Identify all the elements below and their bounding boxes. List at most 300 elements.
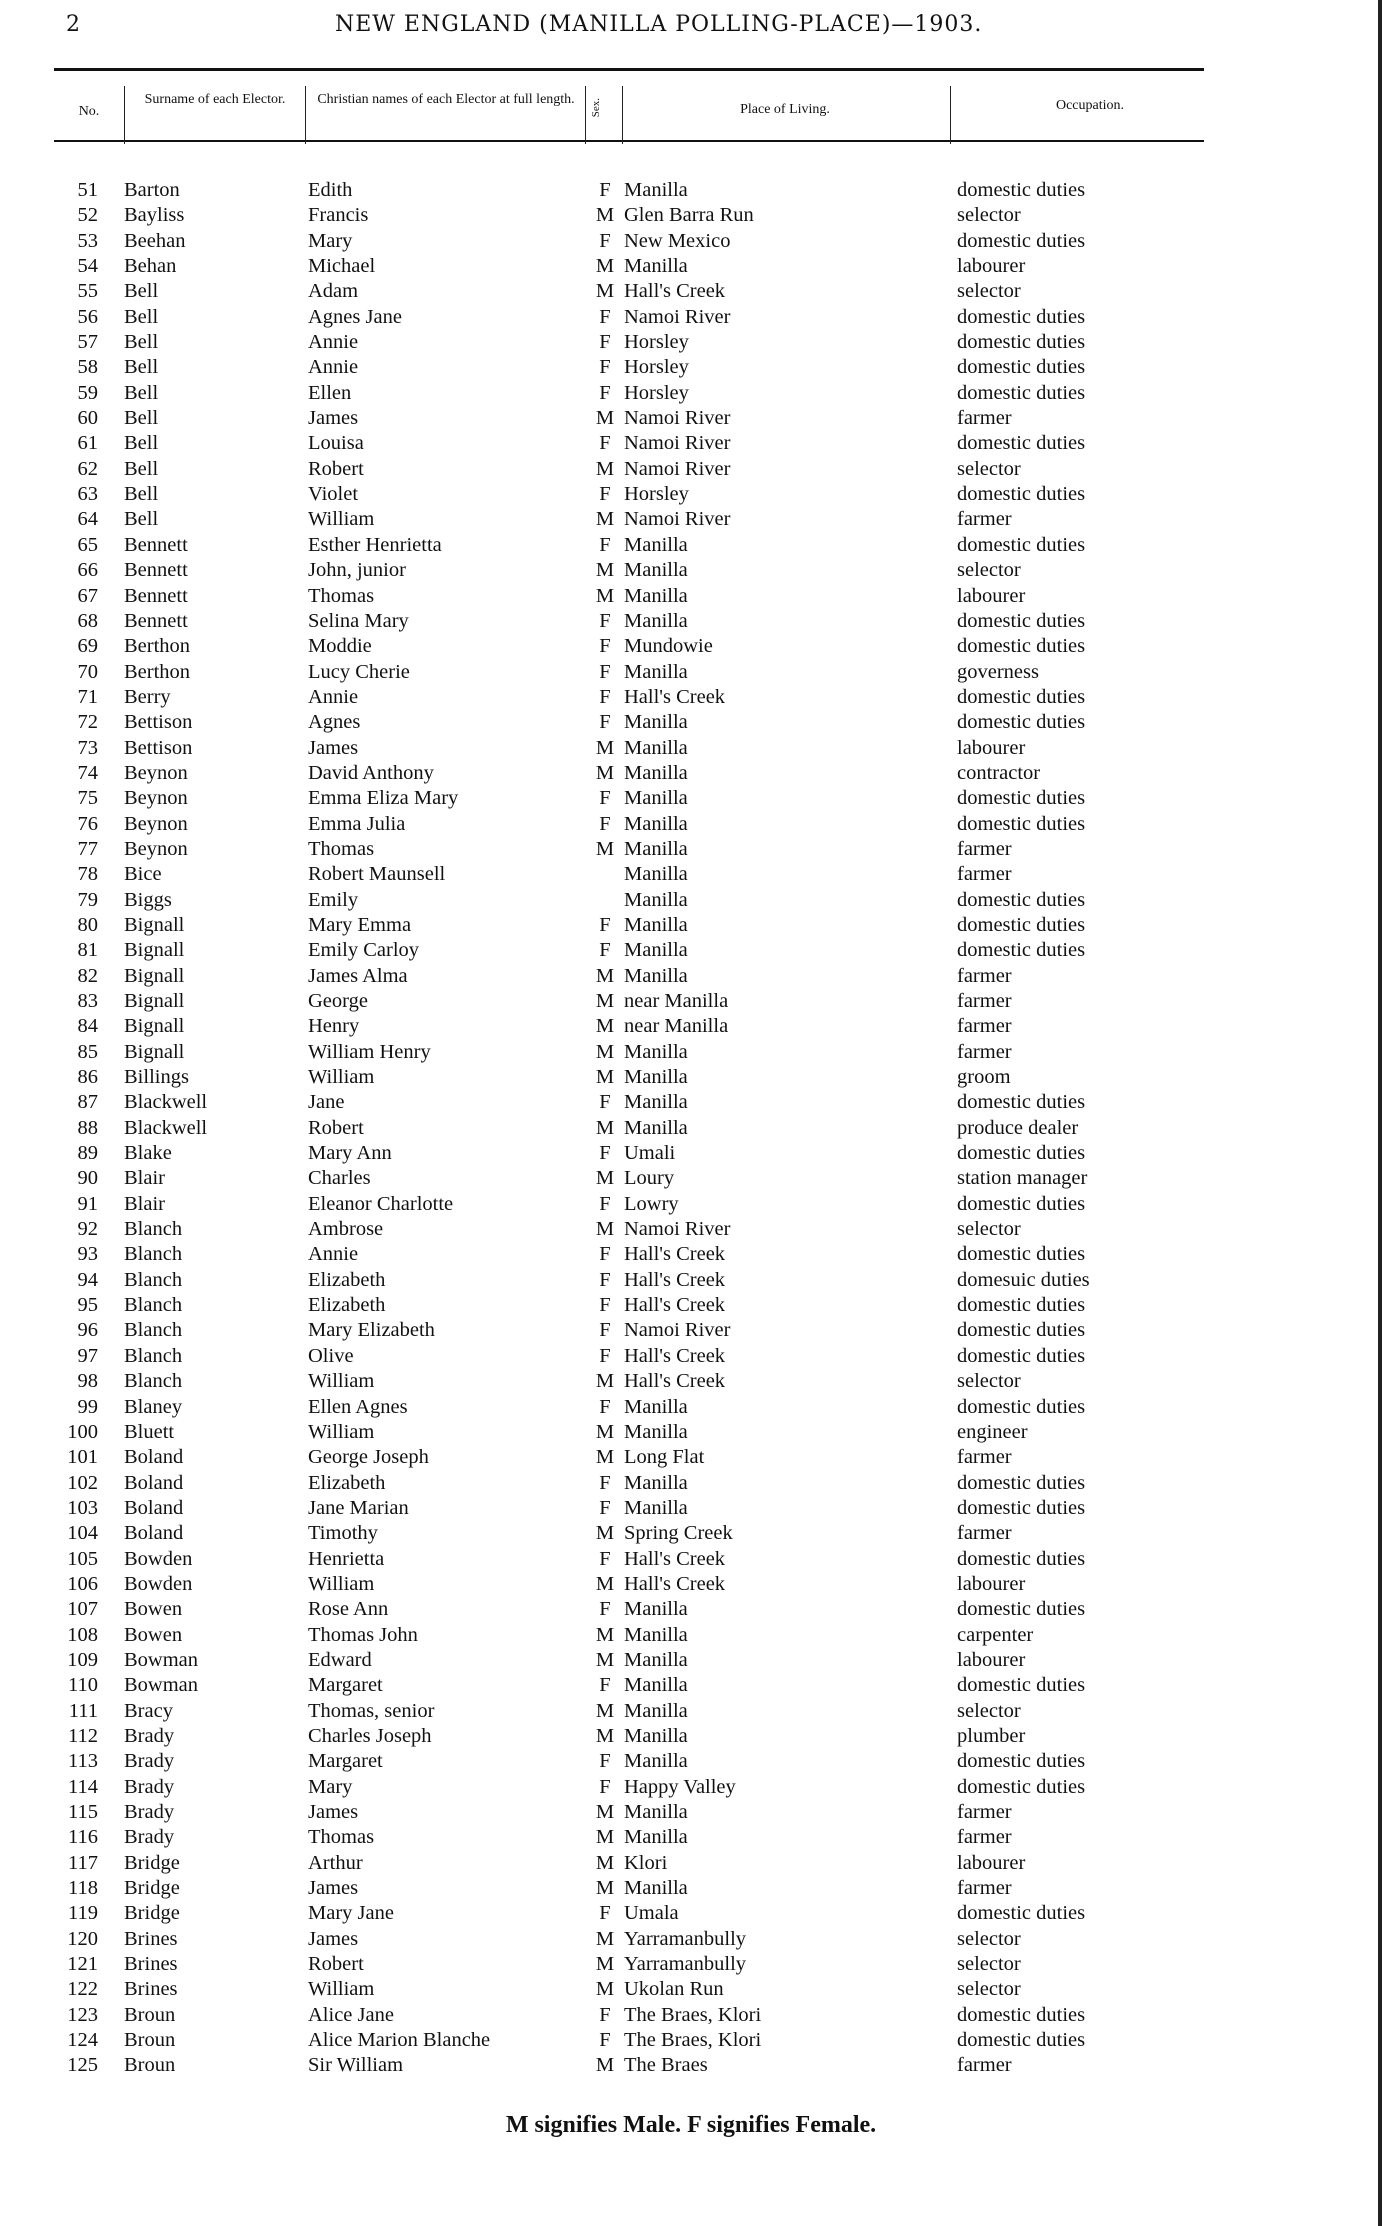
elector-occupation: domestic duties — [957, 1674, 1086, 1697]
elector-place: Manilla — [624, 1801, 688, 1823]
elector-surname: Beynon — [124, 812, 188, 835]
elector-surname: Blackwell — [124, 1116, 208, 1139]
table-row — [0, 1344, 1382, 1369]
elector-occupation: selector — [957, 559, 1021, 582]
table-row — [0, 1268, 1382, 1293]
elector-place: Umali — [624, 1142, 676, 1165]
elector-christian-names: James — [308, 1801, 359, 1823]
elector-occupation: domestic duties — [957, 1496, 1086, 1519]
elector-sex: M — [595, 1167, 615, 1190]
elector-place: Manilla — [624, 660, 688, 683]
table-row — [0, 837, 1382, 862]
column-divider — [950, 86, 951, 144]
elector-occupation: domestic duties — [957, 483, 1086, 506]
elector-surname: Blackwell — [124, 1091, 208, 1114]
elector-sex: F — [599, 1268, 611, 1291]
elector-place: Manilla — [624, 584, 688, 607]
elector-christian-names: Edith — [308, 179, 353, 201]
table-row — [0, 1369, 1382, 1394]
elector-sex: F — [599, 711, 611, 734]
elector-occupation: selector — [957, 1218, 1021, 1241]
elector-surname: Brady — [124, 1724, 175, 1747]
elector-occupation: domestic duties — [957, 381, 1086, 404]
elector-place: The Braes, Klori — [624, 2029, 762, 2052]
elector-number: 113 — [68, 1750, 98, 1773]
elector-number: 123 — [67, 2003, 98, 2026]
elector-occupation: domestic duties — [957, 1902, 1086, 1925]
elector-occupation: farmer — [957, 1826, 1012, 1849]
elector-place: Horsley — [624, 483, 689, 506]
table-row — [0, 558, 1382, 583]
elector-surname: Boland — [124, 1446, 184, 1469]
elector-place: Manilla — [624, 1648, 688, 1671]
elector-christian-names: Olive — [308, 1344, 354, 1367]
elector-occupation: groom — [957, 1066, 1011, 1089]
elector-surname: Brines — [124, 1978, 178, 2001]
elector-surname: Bowden — [124, 1547, 193, 1570]
elector-christian-names: Thomas, senior — [308, 1699, 435, 1722]
elector-place: Manilla — [624, 255, 688, 278]
elector-place: The Braes, Klori — [624, 2003, 762, 2026]
elector-occupation: labourer — [957, 736, 1026, 759]
table-row — [0, 2003, 1382, 2028]
elector-occupation: domestic duties — [957, 1344, 1086, 1367]
elector-christian-names: James — [308, 1877, 359, 1900]
elector-surname: Blanch — [124, 1344, 183, 1367]
elector-sex: M — [595, 559, 615, 582]
column-header-surname: Surname of each Elector. — [144, 92, 286, 107]
elector-christian-names: Agnes — [308, 711, 361, 734]
elector-surname: Bowen — [124, 1623, 183, 1646]
elector-occupation: farmer — [957, 990, 1012, 1012]
elector-occupation: carpenter — [957, 1623, 1034, 1646]
table-row — [0, 1242, 1382, 1267]
elector-occupation: produce dealer — [957, 1116, 1079, 1139]
elector-number: 53 — [77, 229, 98, 252]
elector-christian-names: Ellen Agnes — [308, 1395, 408, 1418]
elector-number: 70 — [77, 660, 98, 683]
elector-number: 119 — [68, 1902, 98, 1925]
elector-number: 75 — [77, 787, 98, 810]
elector-christian-names: Arthur — [308, 1851, 363, 1874]
table-row — [0, 1217, 1382, 1242]
elector-christian-names: Robert — [308, 457, 364, 480]
elector-place: Lowry — [624, 1192, 679, 1215]
elector-christian-names: Elizabeth — [308, 1268, 386, 1291]
elector-occupation: labourer — [957, 584, 1026, 607]
elector-place: Manilla — [624, 1699, 688, 1722]
table-row — [0, 1572, 1382, 1597]
table-row — [0, 1699, 1382, 1724]
elector-number: 72 — [77, 711, 98, 734]
elector-occupation: farmer — [957, 508, 1012, 531]
elector-number: 91 — [77, 1192, 98, 1215]
elector-number: 95 — [77, 1294, 98, 1317]
table-row — [0, 1547, 1382, 1572]
elector-place: Yarramanbully — [624, 1927, 747, 1950]
table-row — [0, 913, 1382, 938]
elector-number: 98 — [77, 1370, 98, 1393]
elector-place: Manilla — [624, 1623, 688, 1646]
table-row — [0, 1040, 1382, 1065]
elector-occupation: farmer — [957, 1446, 1012, 1469]
elector-occupation: domestic duties — [957, 179, 1086, 201]
elector-surname: Bignall — [124, 1015, 185, 1038]
elector-occupation: governess — [957, 660, 1039, 683]
elector-place: Manilla — [624, 1395, 688, 1418]
elector-sex: F — [599, 305, 611, 328]
elector-christian-names: James Alma — [308, 964, 408, 987]
elector-sex: F — [599, 381, 611, 404]
elector-place: Manilla — [624, 863, 688, 886]
table-row — [0, 381, 1382, 406]
elector-number: 87 — [77, 1091, 98, 1114]
table-row — [0, 1192, 1382, 1217]
elector-number: 71 — [77, 685, 98, 708]
elector-christian-names: James — [308, 407, 359, 430]
elector-christian-names: Timothy — [308, 1522, 378, 1545]
elector-occupation: domestic duties — [957, 635, 1086, 658]
elector-surname: Brady — [124, 1775, 175, 1798]
elector-sex: F — [599, 1142, 611, 1165]
elector-number: 54 — [77, 255, 98, 278]
table-row — [0, 1318, 1382, 1343]
table-row — [0, 203, 1382, 228]
table-row — [0, 457, 1382, 482]
elector-place: Manilla — [624, 761, 688, 784]
table-row — [0, 507, 1382, 532]
column-divider — [585, 86, 586, 144]
elector-christian-names: William Henry — [308, 1040, 431, 1063]
column-divider — [124, 86, 125, 144]
elector-place: Namoi River — [624, 1218, 731, 1241]
table-row — [0, 1825, 1382, 1850]
table-row — [0, 1952, 1382, 1977]
elector-surname: Broun — [124, 2054, 176, 2077]
elector-surname: Blaney — [124, 1395, 183, 1418]
elector-place: Hall's Creek — [624, 1370, 726, 1393]
elector-occupation: engineer — [957, 1420, 1028, 1443]
elector-christian-names: Margaret — [308, 1750, 383, 1773]
elector-occupation: farmer — [957, 2054, 1012, 2077]
elector-occupation: domestic duties — [957, 939, 1086, 962]
elector-surname: Barton — [124, 179, 180, 201]
elector-surname: Beynon — [124, 787, 188, 810]
elector-christian-names: Alice Jane — [308, 2003, 394, 2026]
elector-occupation: domestic duties — [957, 1395, 1086, 1418]
elector-place: Manilla — [624, 913, 688, 936]
elector-sex: M — [595, 1066, 615, 1089]
elector-number: 86 — [77, 1066, 98, 1089]
table-row — [0, 660, 1382, 685]
elector-number: 73 — [77, 736, 98, 759]
elector-number: 104 — [67, 1522, 98, 1545]
elector-sex: M — [595, 837, 615, 860]
page-number: 2 — [66, 12, 80, 37]
elector-surname: Brady — [124, 1750, 175, 1773]
elector-place: Manilla — [624, 888, 688, 911]
elector-sex: F — [599, 533, 611, 556]
elector-sex: F — [599, 812, 611, 835]
elector-sex: F — [599, 483, 611, 506]
elector-surname: Blair — [124, 1167, 165, 1190]
elector-sex: M — [595, 736, 615, 759]
elector-occupation: domestic duties — [957, 1319, 1086, 1342]
elector-christian-names: George — [308, 990, 368, 1012]
elector-sex: F — [599, 1471, 611, 1494]
elector-number: 94 — [77, 1268, 98, 1291]
elector-place: Manilla — [624, 609, 688, 632]
elector-christian-names: Robert — [308, 1953, 364, 1976]
elector-surname: Bayliss — [124, 204, 185, 227]
elector-number: 117 — [68, 1851, 98, 1874]
table-row — [0, 1977, 1382, 2002]
elector-surname: Bowen — [124, 1598, 183, 1621]
elector-number: 102 — [67, 1471, 98, 1494]
table-row — [0, 355, 1382, 380]
elector-number: 79 — [77, 888, 98, 911]
elector-occupation: labourer — [957, 255, 1026, 278]
elector-occupation: domestic duties — [957, 913, 1086, 936]
elector-occupation: domestic duties — [957, 1192, 1086, 1215]
elector-place: Hall's Creek — [624, 280, 726, 303]
elector-occupation: labourer — [957, 1572, 1026, 1595]
elector-sex: M — [595, 1953, 615, 1976]
elector-surname: Bice — [124, 863, 162, 886]
elector-number: 69 — [77, 635, 98, 658]
table-row — [0, 1623, 1382, 1648]
elector-place: Manilla — [624, 964, 688, 987]
elector-occupation: selector — [957, 204, 1021, 227]
elector-sex: M — [595, 457, 615, 480]
elector-place: Manilla — [624, 812, 688, 835]
elector-number: 108 — [67, 1623, 98, 1646]
elector-number: 90 — [77, 1167, 98, 1190]
elector-number: 82 — [77, 964, 98, 987]
elector-surname: Beynon — [124, 837, 188, 860]
page-title: NEW ENGLAND (MANILLA POLLING-PLACE)—1903. — [335, 12, 983, 37]
elector-occupation: labourer — [957, 1851, 1026, 1874]
elector-christian-names: Jane Marian — [308, 1496, 409, 1519]
elector-surname: Bettison — [124, 736, 193, 759]
elector-number: 88 — [77, 1116, 98, 1139]
elector-christian-names: Charles Joseph — [308, 1724, 432, 1747]
table-row — [0, 761, 1382, 786]
table-row — [0, 888, 1382, 913]
column-header-sex: Sex. — [590, 98, 602, 118]
elector-christian-names: George Joseph — [308, 1446, 429, 1469]
elector-place: Long Flat — [624, 1446, 705, 1469]
elector-surname: Bell — [124, 483, 159, 506]
elector-surname: Boland — [124, 1522, 184, 1545]
elector-sex: M — [595, 1978, 615, 2001]
elector-number: 66 — [77, 559, 98, 582]
elector-sex: M — [595, 1877, 615, 1900]
elector-number: 124 — [67, 2029, 98, 2052]
table-row — [0, 1876, 1382, 1901]
elector-place: Manilla — [624, 787, 688, 810]
elector-surname: Bell — [124, 356, 159, 379]
table-row — [0, 305, 1382, 330]
elector-number: 125 — [67, 2054, 98, 2077]
table-row — [0, 229, 1382, 254]
elector-sex: F — [599, 2029, 611, 2052]
column-divider — [622, 86, 623, 144]
elector-surname: Bignall — [124, 1040, 185, 1063]
elector-number: 99 — [77, 1395, 98, 1418]
elector-christian-names: Mary Elizabeth — [308, 1319, 435, 1342]
elector-place: Manilla — [624, 837, 688, 860]
elector-christian-names: Moddie — [308, 635, 372, 658]
elector-place: Manilla — [624, 1496, 688, 1519]
table-row — [0, 1293, 1382, 1318]
table-row — [0, 812, 1382, 837]
elector-place: Manilla — [624, 1877, 688, 1900]
elector-occupation: selector — [957, 1699, 1021, 1722]
elector-christian-names: Eleanor Charlotte — [308, 1192, 454, 1215]
elector-number: 60 — [77, 407, 98, 430]
elector-christian-names: James — [308, 1927, 359, 1950]
elector-occupation: domestic duties — [957, 685, 1086, 708]
elector-place: Manilla — [624, 1116, 688, 1139]
table-row — [0, 330, 1382, 355]
elector-number: 111 — [68, 1699, 98, 1722]
elector-sex: F — [599, 1775, 611, 1798]
elector-place: Manilla — [624, 1066, 688, 1089]
elector-number: 59 — [77, 381, 98, 404]
elector-place: Manilla — [624, 1826, 688, 1849]
elector-number: 52 — [77, 204, 98, 227]
elector-surname: Blair — [124, 1192, 165, 1215]
table-row — [0, 1496, 1382, 1521]
elector-number: 76 — [77, 812, 98, 835]
elector-sex: M — [595, 1851, 615, 1874]
elector-surname: Behan — [124, 255, 177, 278]
elector-number: 118 — [68, 1877, 98, 1900]
elector-sex: M — [595, 990, 615, 1012]
table-row — [0, 1648, 1382, 1673]
elector-number: 115 — [68, 1801, 98, 1823]
elector-christian-names: Mary Emma — [308, 913, 412, 936]
table-row — [0, 634, 1382, 659]
elector-sex: F — [599, 1192, 611, 1215]
elector-surname: Bowman — [124, 1648, 199, 1671]
elector-sex: F — [599, 660, 611, 683]
elector-christian-names: Selina Mary — [308, 609, 409, 632]
elector-christian-names: William — [308, 1370, 375, 1393]
elector-christian-names: Robert — [308, 1116, 364, 1139]
table-row — [0, 1166, 1382, 1191]
table-row — [0, 2028, 1382, 2053]
elector-sex: M — [595, 1040, 615, 1063]
elector-occupation: domestic duties — [957, 1294, 1086, 1317]
elector-place: Yarramanbully — [624, 1953, 747, 1976]
elector-surname: Bell — [124, 508, 159, 531]
elector-number: 116 — [68, 1826, 98, 1849]
elector-occupation: domestic duties — [957, 1598, 1086, 1621]
elector-christian-names: Mary Jane — [308, 1902, 394, 1925]
elector-place: Horsley — [624, 356, 689, 379]
elector-sex: M — [595, 1420, 615, 1443]
elector-occupation: domesuic duties — [957, 1268, 1090, 1291]
elector-sex: M — [595, 407, 615, 430]
elector-sex: M — [595, 1724, 615, 1747]
elector-christian-names: David Anthony — [308, 761, 434, 784]
elector-sex: F — [599, 1243, 611, 1266]
elector-christian-names: Agnes Jane — [308, 305, 402, 328]
column-divider — [305, 86, 306, 144]
elector-christian-names: Emily — [308, 888, 359, 911]
elector-list — [0, 178, 1382, 2079]
elector-christian-names: Margaret — [308, 1674, 383, 1697]
table-row — [0, 431, 1382, 456]
elector-place: Hall's Creek — [624, 1572, 726, 1595]
table-row — [0, 862, 1382, 887]
elector-number: 93 — [77, 1243, 98, 1266]
elector-occupation: domestic duties — [957, 1775, 1086, 1798]
elector-occupation: selector — [957, 1370, 1021, 1393]
elector-number: 56 — [77, 305, 98, 328]
elector-sex: F — [599, 1344, 611, 1367]
elector-surname: Bennett — [124, 533, 188, 556]
elector-number: 55 — [77, 280, 98, 303]
elector-surname: Bennett — [124, 609, 188, 632]
elector-place: Happy Valley — [624, 1775, 736, 1798]
elector-christian-names: Michael — [308, 255, 376, 278]
table-row — [0, 710, 1382, 735]
elector-place: Manilla — [624, 1750, 688, 1773]
elector-occupation: domestic duties — [957, 305, 1086, 328]
elector-christian-names: Annie — [308, 685, 359, 708]
table-row — [0, 1521, 1382, 1546]
elector-place: Namoi River — [624, 432, 731, 455]
table-row — [0, 1420, 1382, 1445]
table-row — [0, 1775, 1382, 1800]
elector-occupation: domestic duties — [957, 1750, 1086, 1773]
elector-occupation: domestic duties — [957, 2003, 1086, 2026]
elector-christian-names: Emma Julia — [308, 812, 406, 835]
elector-place: Namoi River — [624, 457, 731, 480]
elector-sex: F — [599, 939, 611, 962]
elector-occupation: farmer — [957, 1015, 1012, 1038]
elector-surname: Bennett — [124, 559, 188, 582]
elector-number: 84 — [77, 1015, 98, 1038]
elector-christian-names: Emily Carloy — [308, 939, 420, 962]
elector-place: Manilla — [624, 179, 688, 201]
elector-occupation: domestic duties — [957, 888, 1086, 911]
elector-place: Manilla — [624, 1724, 688, 1747]
elector-occupation: selector — [957, 1927, 1021, 1950]
elector-sex: F — [599, 1091, 611, 1114]
elector-surname: Boland — [124, 1471, 184, 1494]
elector-sex: F — [599, 609, 611, 632]
table-row — [0, 1673, 1382, 1698]
elector-christian-names: Mary — [308, 229, 353, 252]
elector-surname: Bell — [124, 457, 159, 480]
elector-number: 121 — [67, 1953, 98, 1976]
elector-sex: F — [599, 1319, 611, 1342]
elector-occupation: selector — [957, 1953, 1021, 1976]
elector-number: 74 — [77, 761, 98, 784]
elector-surname: Brines — [124, 1927, 178, 1950]
elector-number: 58 — [77, 356, 98, 379]
table-row — [0, 1471, 1382, 1496]
elector-surname: Bennett — [124, 584, 188, 607]
column-header-occupation: Occupation. — [1055, 98, 1125, 113]
elector-sex: F — [599, 1496, 611, 1519]
elector-sex: M — [595, 761, 615, 784]
elector-place: near Manilla — [624, 1015, 729, 1038]
